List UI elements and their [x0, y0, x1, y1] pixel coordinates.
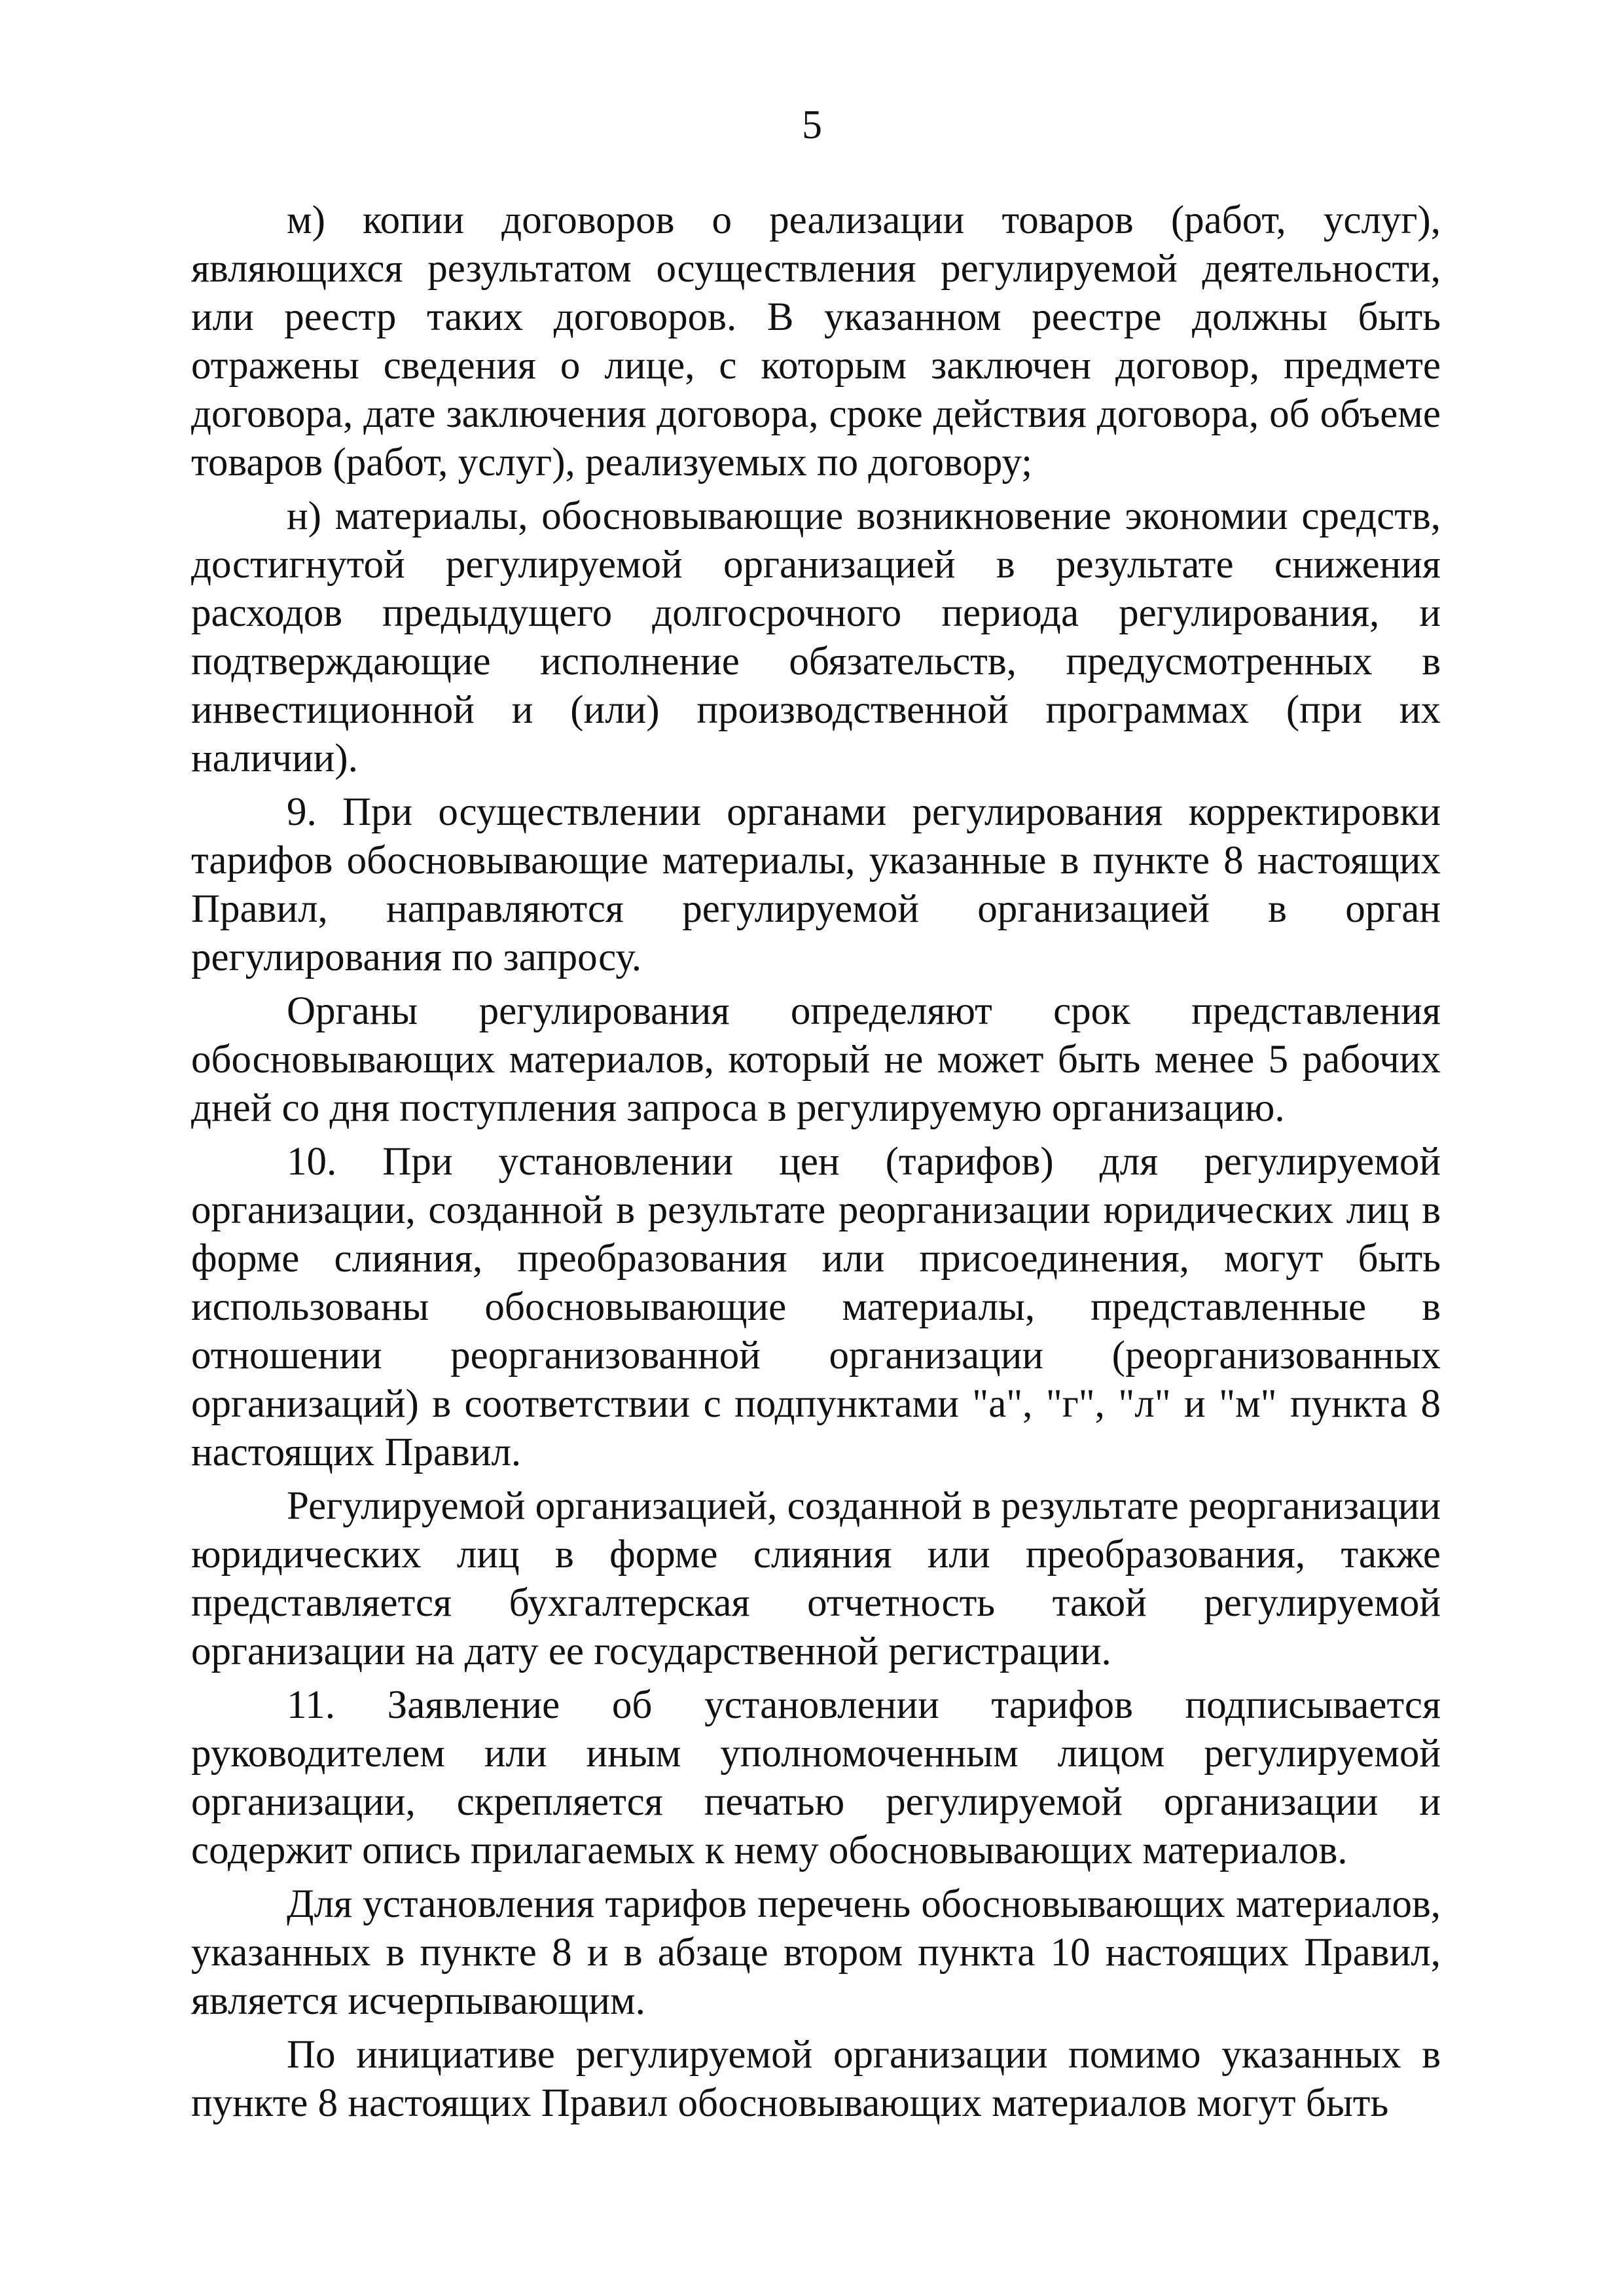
paragraph-10: 10. При установлении цен (тарифов) для регулируемой организации, созданной в результате реорганизации юридических лиц в форме слияния, преобразования или присоединения, могут быть использованы обосновывающие материалы, представленные в отношении реорганизованной организации (реорганизованных организаций) в соответствии с подпунктами "а", "г", "л" и "м" пункта 8 настоящих Правил. [191, 1140, 1441, 1474]
paragraph-9-deadline: Органы регулирования определяют срок представления обосновывающих материалов, который не может быть менее 5 рабочих дней со дня поступления запроса в регулируемую организацию. [191, 989, 1441, 1130]
document-body [191, 196, 1441, 2128]
paragraph-11: 11. Заявление об установлении тарифов подписывается руководителем или иным уполномоченным лицом регулируемой организации, скрепляется печатью регулируемой организации и содержит опись прилагаемых к нему обосновывающих материалов. [191, 1683, 1441, 1872]
paragraph-11-exhaustive-list: Для установления тарифов перечень обосновывающих материалов, указанных в пункте 8 и в абзаце втором пункта 10 настоящих Правил, является исчерпывающим. [191, 1882, 1441, 2023]
page-number: 5 [802, 103, 822, 147]
paragraph-m: м) копии договоров о реализации товаров (работ, услуг), являющихся результатом осуществления регулируемой деятельности, или реестр таких договоров. В указанном реестре должны быть отражены сведения о лице, с которым заключен договор, предмете договора, дате заключения договора, сроке действия договора, об объеме товаров (работ, услуг), реализуемых по договору; [191, 198, 1441, 484]
paragraph-11-initiative: По инициативе регулируемой организации помимо указанных в пункте 8 настоящих Правил обосновывающих материалов могут быть [191, 2033, 1441, 2125]
paragraph-n: н) материалы, обосновывающие возникновение экономии средств, достигнутой регулируемой организацией в результате снижения расходов предыдущего долгосрочного периода регулирования, и подтверждающие исполнение обязательств, предусмотренных в инвестиционной и (или) производственной программах (при их наличии). [191, 494, 1441, 780]
paragraph-9: 9. При осуществлении органами регулирования корректировки тарифов обосновывающие материалы, указанные в пункте 8 настоящих Правил, направляются регулируемой организацией в орган регулирования по запросу. [191, 790, 1441, 979]
paragraph-10-accounting: Регулируемой организацией, созданной в результате реорганизации юридических лиц в форме слияния или преобразования, также представляется бухгалтерская отчетность такой регулируемой организации на дату ее государственной регистрации. [191, 1484, 1441, 1673]
